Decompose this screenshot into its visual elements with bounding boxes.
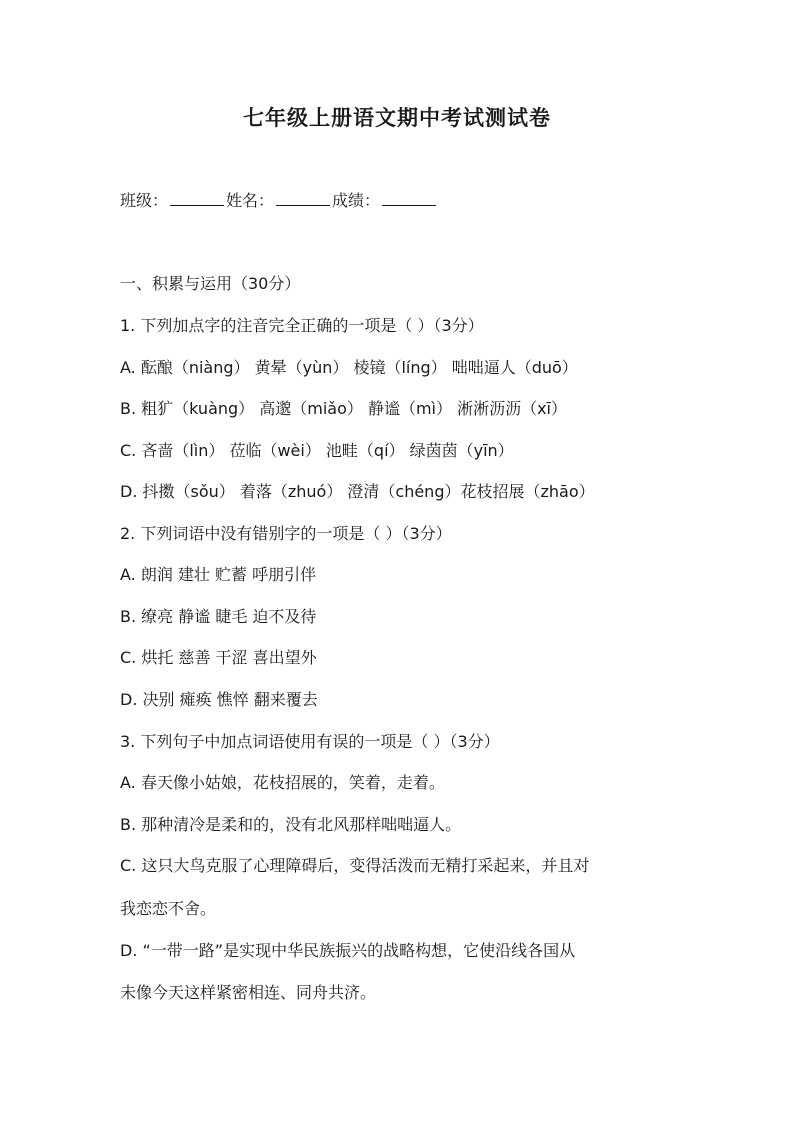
q1-stem: 1. 下列加点字的注音完全正确的一项是（ ）（3分） — [120, 316, 484, 335]
name-label: 姓名： — [226, 191, 275, 210]
q2-option-c: C. 烘托 慈善 干涩 喜出望外 — [120, 648, 317, 667]
section-heading: 一、积累与运用（30分） — [120, 274, 301, 293]
page-title: 七年级上册语文期中考试测试卷 — [243, 106, 551, 130]
q3-option-d-line1: D. “一带一路”是实现中华民族振兴的战略构想，它使沿线各国从 — [120, 941, 576, 960]
class-label: 班级： — [120, 191, 169, 210]
name-blank[interactable] — [276, 190, 330, 206]
q3-option-a: A. 春天像小姑娘，花枝招展的，笑着，走着。 — [120, 773, 445, 792]
q1-option-a: A. 酝酿（niàng） 黄晕（yùn） 棱镜（líng） 咄咄逼人（duō） — [120, 358, 578, 377]
q1-option-d: D. 抖擞（sǒu） 着落（zhuó） 澄清（chéng）花枝招展（zhāo） — [120, 482, 595, 501]
score-label: 成绩： — [332, 191, 381, 210]
q3-stem: 3. 下列句子中加点词语使用有误的一项是（ ）（3分） — [120, 732, 500, 751]
q2-option-b: B. 缭亮 静谧 睫毛 迫不及待 — [120, 607, 317, 626]
q1-option-c: C. 吝啬（lìn） 莅临（wèi） 池畦（qí） 绿茵茵（yīn） — [120, 441, 514, 460]
class-blank[interactable] — [170, 190, 224, 206]
score-blank[interactable] — [382, 190, 436, 206]
q2-option-d: D. 决别 瘫痪 憔悴 翻来覆去 — [120, 690, 318, 709]
student-info-line — [120, 190, 690, 212]
q1-option-b: B. 粗犷（kuàng） 高邈（miǎo） 静谧（mì） 淅淅沥沥（xī） — [120, 399, 567, 418]
q2-option-a: A. 朗润 建壮 贮蓄 呼朋引伴 — [120, 565, 317, 584]
q3-option-c-line1: C. 这只大鸟克服了心理障碍后，变得活泼而无精打采起来，并且对 — [120, 856, 590, 875]
q3-option-d-line2: 未像今天这样紧密相连、同舟共济。 — [120, 983, 377, 1002]
q2-stem: 2. 下列词语中没有错别字的一项是（ ）（3分） — [120, 524, 452, 543]
q3-option-b: B. 那种清冷是柔和的，没有北风那样咄咄逼人。 — [120, 815, 462, 834]
q3-option-c-line2: 我恋恋不舍。 — [120, 899, 217, 918]
